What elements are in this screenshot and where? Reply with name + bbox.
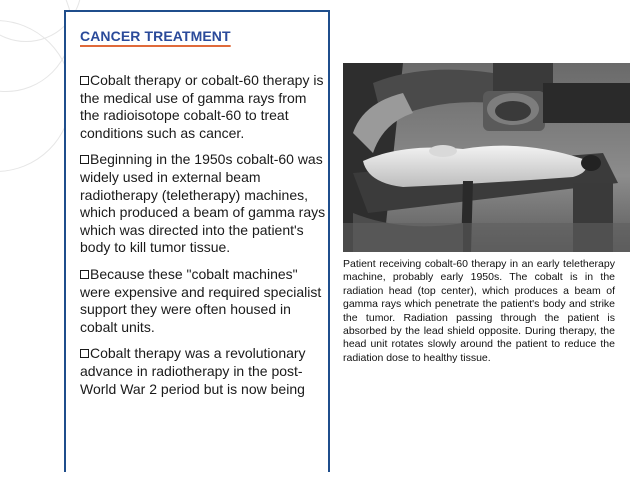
bullet-item [80, 345, 328, 398]
bullet-text: Beginning in the 1950s cobalt-60 was widely used in external beam radiotherapy (teletherapy) machines, which produced a beam of gamma rays which was directed into the patient's body to kill tumor tissue. [80, 151, 326, 256]
photo-caption: Patient receiving cobalt-60 therapy in an early teletherapy machine, probably early 1950s. The cobalt is in the radiation head (top center), which produces a beam of gamma rays which penetrate the patient's body and strike the tumor. Radiation passing through the patient is absorbed by the lead shield opposite. During therapy, the head unit rotates slowly around the patient to reduce the radiation dose to healthy tissue. [343, 258, 615, 364]
bullet-text: Cobalt therapy was a revolutionary advance in radiotherapy in the post-World War 2 period but is now being [80, 345, 306, 397]
cobalt-therapy-photo [343, 63, 630, 252]
bullet-item [80, 151, 328, 257]
checkbox-square-icon [80, 349, 89, 358]
photo-illustration [343, 63, 630, 252]
bullet-item [80, 72, 328, 142]
bullet-text: Cobalt therapy or cobalt-60 therapy is the medical use of gamma rays from the radioisotope cobalt-60 to treat conditions such as cancer. [80, 72, 324, 141]
slide-title: CANCER TREATMENT [80, 28, 231, 44]
checkbox-square-icon [80, 76, 89, 85]
text-panel [64, 10, 330, 472]
bullet-text: Because these "cobalt machines" were expensive and required specialist support they were often housed in cobalt units. [80, 265, 322, 335]
bullet-list [80, 72, 328, 407]
checkbox-square-icon [80, 155, 89, 164]
checkbox-square-icon [80, 270, 89, 279]
bullet-item [80, 266, 328, 336]
